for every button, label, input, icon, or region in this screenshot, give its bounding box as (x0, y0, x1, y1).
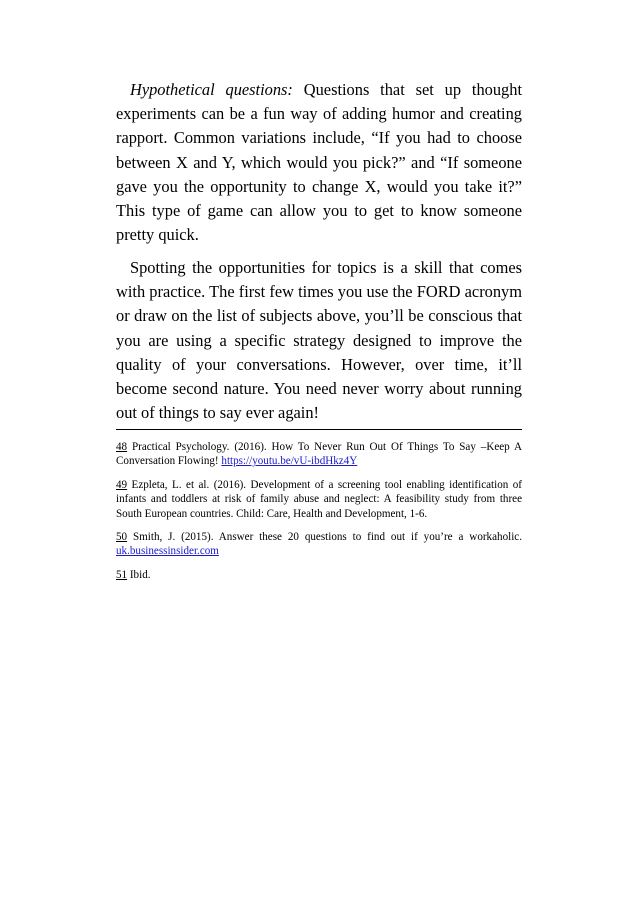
footnote-number[interactable]: 48 (116, 441, 128, 453)
footnote-text: Smith, J. (2015). Answer these 20 questions to find out if you’re a workaholic. (127, 531, 522, 544)
footnote-number[interactable]: 50 (116, 531, 128, 544)
footnote-number[interactable]: 51 (116, 568, 128, 581)
body-text (116, 78, 522, 434)
footnote-link[interactable]: https://youtu.be/vU-ibdHkz4Y (221, 455, 358, 468)
footnotes (116, 440, 522, 591)
paragraph-hypothetical-questions (116, 78, 522, 247)
paragraph-spotting-opportunities (116, 256, 522, 425)
footnote-49 (116, 478, 522, 521)
paragraph-text: Questions that set up thought experiments can be a fun way of adding humor and creating rapport. Common variations include, “If you had to choose between X and Y, which would you pick?” and “If someone gave you the opportunity to change X, would you take it?” This type of game can allow you to get to know someone pretty quick. (116, 80, 523, 245)
footnote-text: Practical Psychology. (2016). How To Never Run Out Of Things To Say –Keep A Conversation Flowing! (116, 441, 522, 468)
paragraph-text: Spotting the opportunities for topics is a skill that comes with practice. The first few times you use the FORD acronym or draw on the list of subjects above, you’ll be conscious that you are using a specific strategy designed to improve the quality of your conversations. However, over time, it’ll become second nature. You need never worry about running out of things to say ever again! (116, 257, 522, 423)
footnote-link[interactable]: uk.businessinsider.com (116, 545, 219, 558)
footnote-51 (116, 568, 522, 582)
footnote-text: Ibid. (127, 568, 151, 581)
footnote-separator (116, 429, 522, 430)
paragraph-lead-term: Hypothetical questions: (130, 80, 293, 99)
footnote-50 (116, 530, 522, 559)
footnote-48 (116, 440, 522, 469)
footnote-number[interactable]: 49 (116, 478, 128, 491)
footnote-text: Ezpleta, L. et al. (2016). Development of a screening tool enabling identification of infants and toddlers at risk of family abuse and neglect: A feasibility study from three South European countries. Child: Care, Health and Development, 1-6. (116, 478, 522, 520)
